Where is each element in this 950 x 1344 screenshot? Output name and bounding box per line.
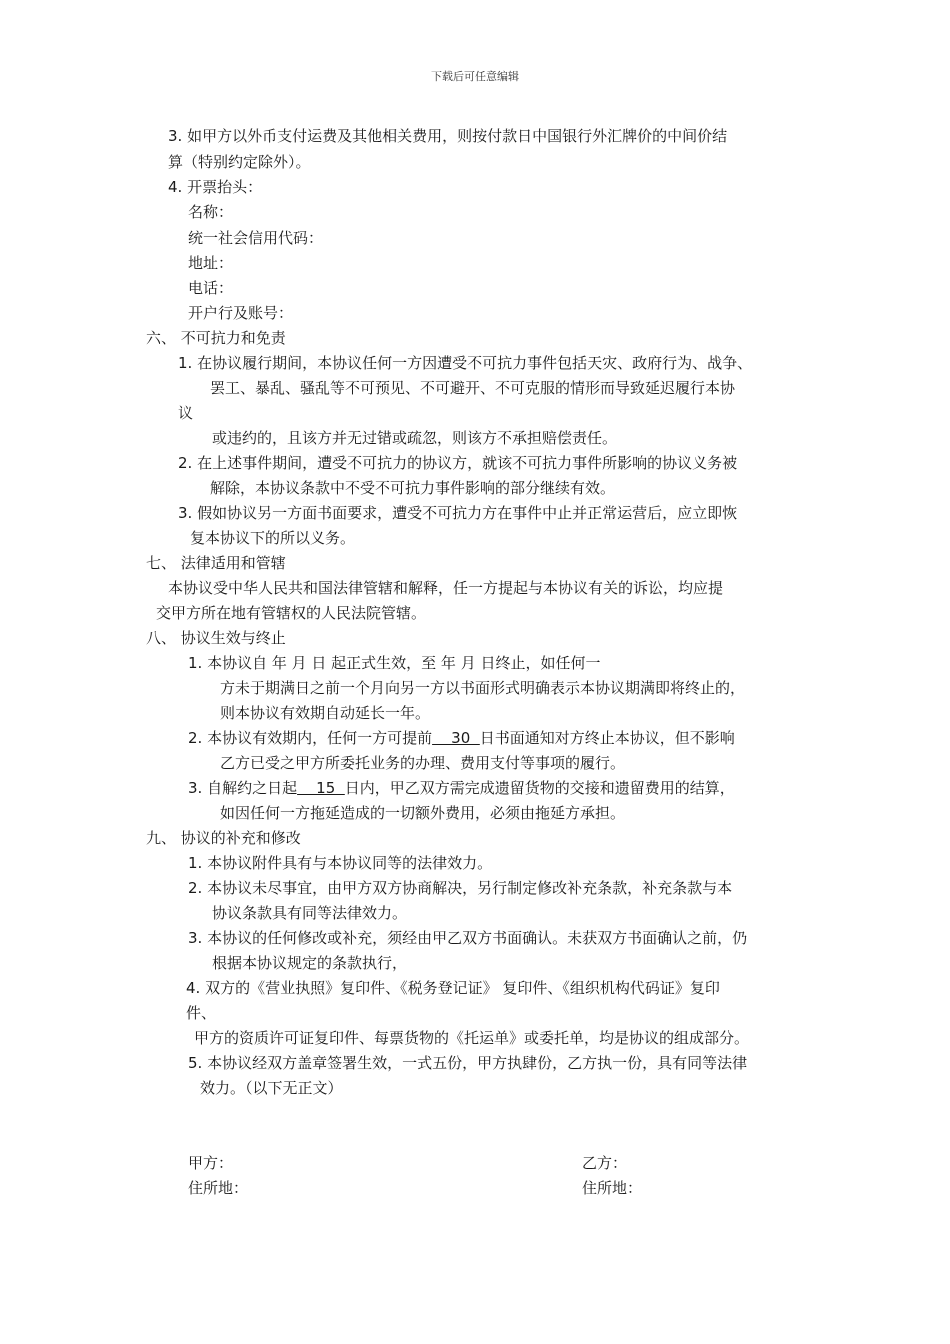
party-a-label: 甲方：: [188, 1154, 234, 1172]
clause-line: 罢工、暴乱、骚乱等不可预见、不可避开、不可克服的情形而导致延迟履行本协: [210, 379, 736, 397]
party-a-address-label: 住所地：: [188, 1179, 249, 1197]
clause-line: 4. 开票抬头：: [168, 178, 263, 196]
clause-line: 4. 双方的《营业执照》复印件、《税务登记证》 复印件、《组织机构代码证》复印: [186, 979, 720, 997]
clause-line: [188, 778, 735, 798]
clause-line: 乙方已受之甲方所委托业务的办理、费用支付等事项的履行。: [220, 754, 626, 772]
clause-text: 3. 自解约之日起: [188, 779, 298, 797]
clause-line: 交甲方所在地有管辖权的人民法院管辖。: [156, 604, 427, 622]
clause-line: 件、: [186, 1004, 217, 1022]
clause-line: 根据本协议规定的条款执行，: [212, 954, 408, 972]
clause-line: 则本协议有效期自动延长一年。: [220, 704, 431, 722]
clause-line: 1. 在协议履行期间，本协议任何一方因遭受不可抗力事件包括天灾、政府行为、战争、: [178, 354, 753, 372]
field-label: 开户行及账号：: [188, 304, 294, 322]
notice-days: 30: [432, 729, 480, 747]
clause-line: [188, 728, 735, 748]
clause-line: 3. 假如协议另一方面书面要求，遭受不可抗力方在事件中止并正常运营后，应立即恢: [178, 504, 738, 522]
clause-line: 5. 本协议经双方盖章签署生效，一式五份，甲方执肆份，乙方执一份，具有同等法律: [188, 1054, 748, 1072]
clause-line: 如因任何一方拖延造成的一切额外费用，必须由拖延方承担。: [220, 804, 626, 822]
field-label: 地址：: [188, 254, 234, 272]
clause-line: 复本协议下的所以义务。: [190, 529, 356, 547]
clause-line: 议: [178, 404, 194, 422]
clause-text: 日书面通知对方终止本协议，但不影响: [479, 729, 735, 747]
clause-line: 1. 本协议自 年 月 日 起正式生效，至 年 月 日终止，如任何一: [188, 654, 601, 672]
section-heading: 七、 法律适用和管辖: [146, 554, 286, 572]
clause-text: 日内，甲乙双方需完成遗留货物的交接和遗留费用的结算，: [344, 779, 735, 797]
section-heading: 八、 协议生效与终止: [146, 629, 286, 647]
field-label: 统一社会信用代码：: [188, 229, 324, 247]
field-label: 电话：: [188, 279, 234, 297]
clause-line: 或违约的，且该方并无过错或疏忽，则该方不承担赔偿责任。: [212, 429, 618, 447]
party-b-address-label: 住所地：: [582, 1179, 643, 1197]
clause-text: 2. 本协议有效期内，任何一方可提前: [188, 729, 433, 747]
settlement-days: 15: [297, 779, 345, 797]
section-heading: 九、 协议的补充和修改: [146, 829, 301, 847]
section-heading: 六、 不可抗力和免责: [146, 329, 286, 347]
clause-line: 1. 本协议附件具有与本协议同等的法律效力。: [188, 854, 493, 872]
clause-line: 解除，本协议条款中不受不可抗力事件影响的部分继续有效。: [210, 479, 616, 497]
clause-line: 甲方的资质许可证复印件、每票货物的《托运单》或委托单，均是协议的组成部分。: [194, 1029, 750, 1047]
field-label: 名称：: [188, 203, 234, 221]
clause-line: 3. 如甲方以外币支付运费及其他相关费用，则按付款日中国银行外汇牌价的中间价结: [168, 127, 728, 145]
clause-line: 方未于期满日之前一个月向另一方以书面形式明确表示本协议期满即将终止的，: [220, 679, 746, 697]
clause-line: 算（特别约定除外）。: [168, 153, 311, 171]
clause-line: 2. 本协议未尽事宜，由甲方双方协商解决，另行制定修改补充条款，补充条款与本: [188, 879, 733, 897]
clause-line: 本协议受中华人民共和国法律管辖和解释，任一方提起与本协议有关的诉讼，均应提: [168, 579, 724, 597]
clause-line: 效力。（以下无正文）: [200, 1079, 343, 1097]
page-header: 下载后可任意编辑: [431, 70, 519, 83]
party-b-label: 乙方：: [582, 1154, 628, 1172]
clause-line: 协议条款具有同等法律效力。: [212, 904, 408, 922]
clause-line: 3. 本协议的任何修改或补充，须经由甲乙双方书面确认。未获双方书面确认之前，仍: [188, 929, 748, 947]
clause-line: 2. 在上述事件期间，遭受不可抗力的协议方，就该不可抗力事件所影响的协议义务被: [178, 454, 738, 472]
